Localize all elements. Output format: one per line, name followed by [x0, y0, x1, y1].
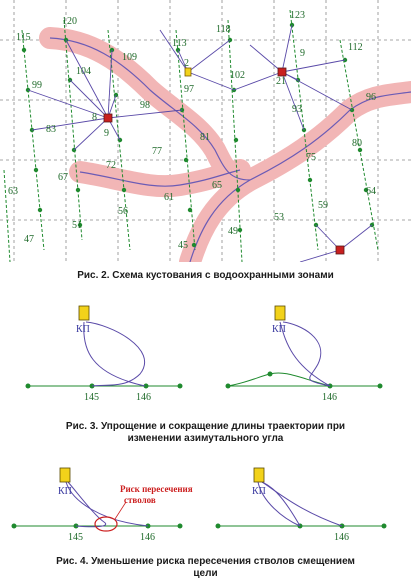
svg-text:9: 9 [300, 48, 305, 59]
well-label: 146 [136, 392, 151, 403]
well-label: 146 [140, 532, 155, 543]
svg-text:115: 115 [16, 32, 31, 43]
svg-text:61: 61 [164, 192, 174, 203]
figure-2-caption: Рис. 2. Схема кустования с водоохранными зонами [77, 270, 334, 281]
svg-text:77: 77 [152, 146, 162, 157]
figure-2-map [0, 0, 411, 262]
svg-text:118: 118 [216, 24, 231, 35]
risk-label-line1: Риск пересечения [120, 484, 193, 494]
svg-text:96: 96 [366, 92, 376, 103]
svg-text:51: 51 [72, 220, 82, 231]
pad-label: КП [252, 486, 266, 497]
svg-text:99: 99 [32, 80, 42, 91]
svg-text:102: 102 [230, 70, 245, 81]
svg-text:67: 67 [58, 172, 68, 183]
pad-label: КП [76, 324, 90, 335]
pad-icon [60, 468, 70, 482]
svg-text:49: 49 [228, 226, 238, 237]
svg-text:123: 123 [290, 10, 305, 21]
svg-text:72: 72 [106, 160, 116, 171]
figure-4-caption-line1: Рис. 4. Уменьшение риска пересечения стволов смещением [56, 556, 355, 567]
svg-text:56: 56 [118, 206, 128, 217]
svg-text:75: 75 [306, 152, 316, 163]
fig4-right-panel [216, 468, 387, 543]
fig3-right-panel [226, 306, 383, 403]
well-label: 146 [322, 392, 337, 403]
well-label: 145 [68, 532, 83, 543]
pad-icon [254, 468, 264, 482]
figure-4-caption [0, 556, 411, 580]
svg-text:21: 21 [276, 76, 286, 87]
svg-text:9: 9 [104, 128, 109, 139]
well-label: 146 [334, 532, 349, 543]
figure-4-diagram [0, 456, 411, 548]
svg-text:109: 109 [122, 52, 137, 63]
svg-text:2: 2 [184, 58, 189, 69]
fig3-left-panel [26, 306, 183, 403]
svg-text:63: 63 [8, 186, 18, 197]
svg-text:120: 120 [62, 16, 77, 27]
svg-text:80: 80 [352, 138, 362, 149]
pad-label: КП [58, 486, 72, 497]
svg-text:97: 97 [184, 84, 194, 95]
risk-label-line2: стволов [124, 495, 156, 505]
figure-3-caption-line2: изменении азимутального угла [127, 433, 284, 444]
well-label: 145 [84, 392, 99, 403]
figure-3-diagram [0, 294, 411, 414]
svg-text:45: 45 [178, 240, 188, 251]
figure-4-caption-line2: цели [193, 568, 218, 579]
svg-text:98: 98 [140, 100, 150, 111]
fig4-left-panel [12, 468, 193, 543]
svg-text:47: 47 [24, 234, 34, 245]
svg-text:81: 81 [200, 132, 210, 143]
svg-text:93: 93 [292, 104, 302, 115]
pad-icon [275, 306, 285, 320]
figure-3-caption [0, 421, 411, 445]
pad-label: КП [272, 324, 286, 335]
svg-text:59: 59 [318, 200, 328, 211]
figure-3-caption-line1: Рис. 3. Упрощение и сокращение длины траектории при [65, 421, 346, 432]
pad-icon [79, 306, 89, 320]
svg-text:53: 53 [274, 212, 284, 223]
svg-text:64: 64 [366, 186, 376, 197]
svg-text:8: 8 [92, 112, 97, 123]
svg-text:104: 104 [76, 66, 91, 77]
svg-text:83: 83 [46, 124, 56, 135]
svg-text:113: 113 [172, 38, 187, 49]
svg-text:112: 112 [348, 42, 363, 53]
svg-text:65: 65 [212, 180, 222, 191]
